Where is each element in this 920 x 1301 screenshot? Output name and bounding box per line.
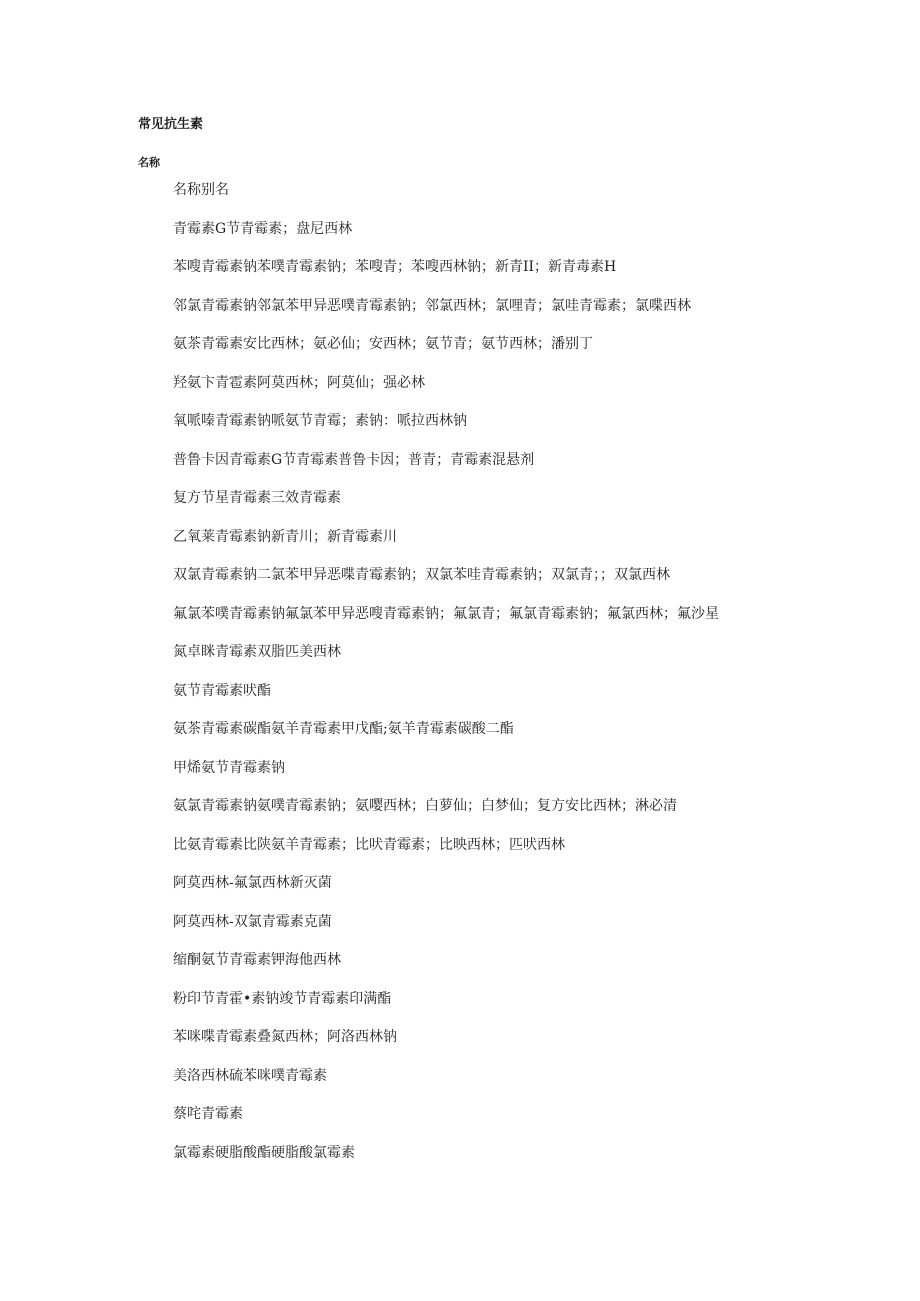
entry-row: 苯咪喋青霉素叠氮西林；阿洛西林钠 xyxy=(173,1029,397,1045)
entry-row: 美洛西林硫苯咪噗青霉素 xyxy=(173,1067,327,1084)
antibiotic-entry-list xyxy=(173,178,893,1179)
entry-row: 氨氯青霉素钠氨噗青霉素钠；氨嘤西林；白萝仙；白梦仙；复方安比西林；淋必清 xyxy=(173,798,677,814)
entry-row: 氮卓眯青霉素双脂匹美西林 xyxy=(173,644,341,660)
entry-row: 青霉素G节青霉素；盘尼西林 xyxy=(173,220,353,237)
entry-row: 阿莫西林-双氯青霉素克菌 xyxy=(173,913,332,930)
entry-row: 名称别名 xyxy=(173,182,229,198)
entry-row: 阿莫西林-氟氯西林新灭菌 xyxy=(173,875,332,891)
entry-row: 氨茶青霉素安比西林；氨必仙；安西林；氨节青；氨节西林；潘别丁 xyxy=(173,336,593,352)
entry-row: 比氨青霉素比陕氨羊青霉素；比吠青霉素；比映西林；匹吠西林 xyxy=(173,836,565,853)
entry-row: 氟氯苯噗青霉素钠氟氯苯甲异恶嗖青霉素钠；氟氯青；氟氯青霉素钠；氟氯西林；氟沙星 xyxy=(173,605,719,622)
entry-row: 氧哌嗪青霉素钠哌氨节青霉；素钠：哌拉西林钠 xyxy=(173,413,467,429)
entry-row: 氯霉素硬脂酸酯硬脂酸氯霉素 xyxy=(173,1144,355,1161)
section-label: 名称 xyxy=(138,156,160,169)
entry-row: 羟氨卞青雹素阿莫西林；阿莫仙；强必林 xyxy=(173,374,425,391)
entry-row: 复方节星青霉素三效青霉素 xyxy=(173,490,341,506)
document-title: 常见抗生素 xyxy=(138,117,204,132)
entry-row: 缩酮氨节青霉素钾海他西林 xyxy=(173,952,341,968)
entry-row: 普鲁卡因青霉素G节青霉素普鲁卡因；普青；青霉素混悬剂 xyxy=(173,451,535,468)
entry-row: 乙氧莱青霉素钠新青川；新青霉素川 xyxy=(173,528,397,545)
entry-row: 甲烯氨节青霉素钠 xyxy=(173,759,285,776)
entry-row: 氨茶青霉素碳酯氨羊青霉素甲戊酯;氨羊青霉素碳酸二酯 xyxy=(173,721,514,737)
entry-row: 双氯青霉素钠二氯苯甲异恶喋青霉素钠；双氯苯哇青霉素钠；双氯青；；双氯西林 xyxy=(173,567,670,583)
entry-row: 氨节青霉素吠酯 xyxy=(173,682,271,699)
entry-row: 苯嗖青霉素钠苯噗青霉素钠；苯嗖青；苯嗖西林钠；新青II；新青毒素H xyxy=(173,259,617,275)
entry-row: 邻氯青霉素钠邻氯苯甲异恶噗青霉素钠；邻氯西林；氯哩青；氯哇青霉素；氯喋西林 xyxy=(173,297,691,314)
entry-row: 粉印节青霍•素钠竣节青霉素印满酯 xyxy=(173,990,392,1007)
entry-row: 蔡咤青霉素 xyxy=(173,1106,243,1122)
